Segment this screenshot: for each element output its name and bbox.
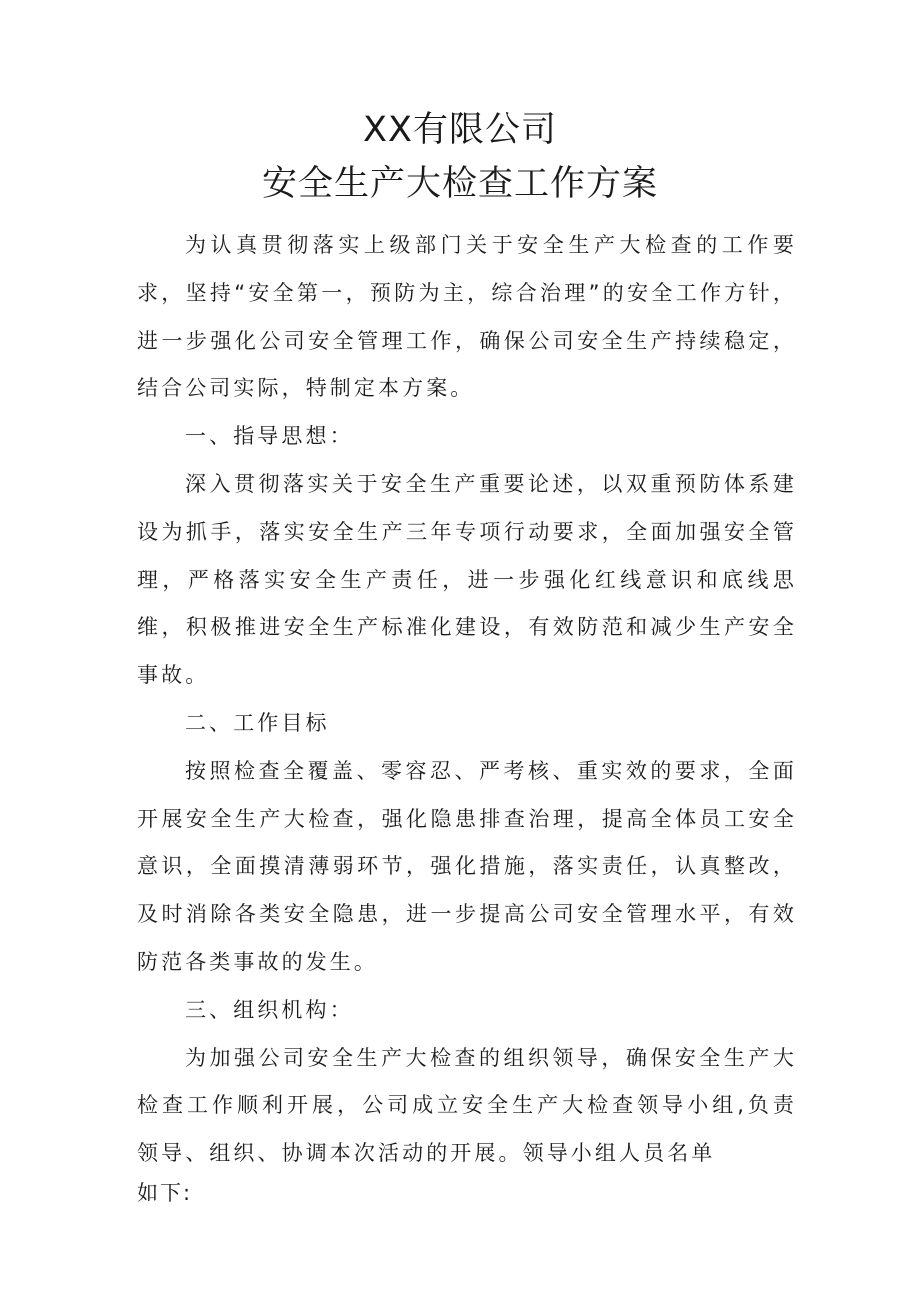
section-body-guiding-ideology: 深入贯彻落实关于安全生产重要论述，以双重预防体系建设为抓手，落实安全生产三年专项行动要求，全面加强安全管理，严格落实安全生产责任，进一步强化红线意识和底线思维，积极推进安全生产标准化建设，有效防范和减少生产安全事故。 — [137, 471, 797, 688]
section-body-work-goals: 按照检查全覆盖、零容忍、严考核、重实效的要求，全面开展安全生产大检查，强化隐患排查治理，提高全体员工安全意识，全面摸清薄弱环节，强化措施，落实责任，认真整改，及时消除各类安全隐患，进一步提高公司安全管理水平，有效防范各类事故的发生。 — [137, 758, 797, 974]
intro-paragraph: 为认真贯彻落实上级部门关于安全生产大检查的工作要求，坚持“安全第一，预防为主，综合治理”的安全工作方针，进一步强化公司安全管理工作，确保公司安全生产持续稳定，结合公司实际，特制定本方案。 — [137, 233, 797, 401]
section-body-organization: 为加强公司安全生产大检查的组织领导，确保安全生产大检查工作顺利开展，公司成立安全生产大检查领导小组,负责领导、组织、协调本次活动的开展。领导小组人员名单 — [137, 1045, 797, 1166]
company-name-title: XX有限公司 — [363, 110, 557, 150]
section-heading-work-goals: 二、工作目标 — [185, 710, 330, 735]
document-body — [137, 222, 797, 1208]
document-title — [0, 104, 920, 210]
section-heading-organization: 三、组织机构： — [185, 997, 354, 1022]
plan-title: 安全生产大检查工作方案 — [261, 164, 658, 204]
list-intro-text: 如下: — [137, 1180, 193, 1205]
section-heading-guiding-ideology: 一、指导思想： — [185, 424, 354, 449]
